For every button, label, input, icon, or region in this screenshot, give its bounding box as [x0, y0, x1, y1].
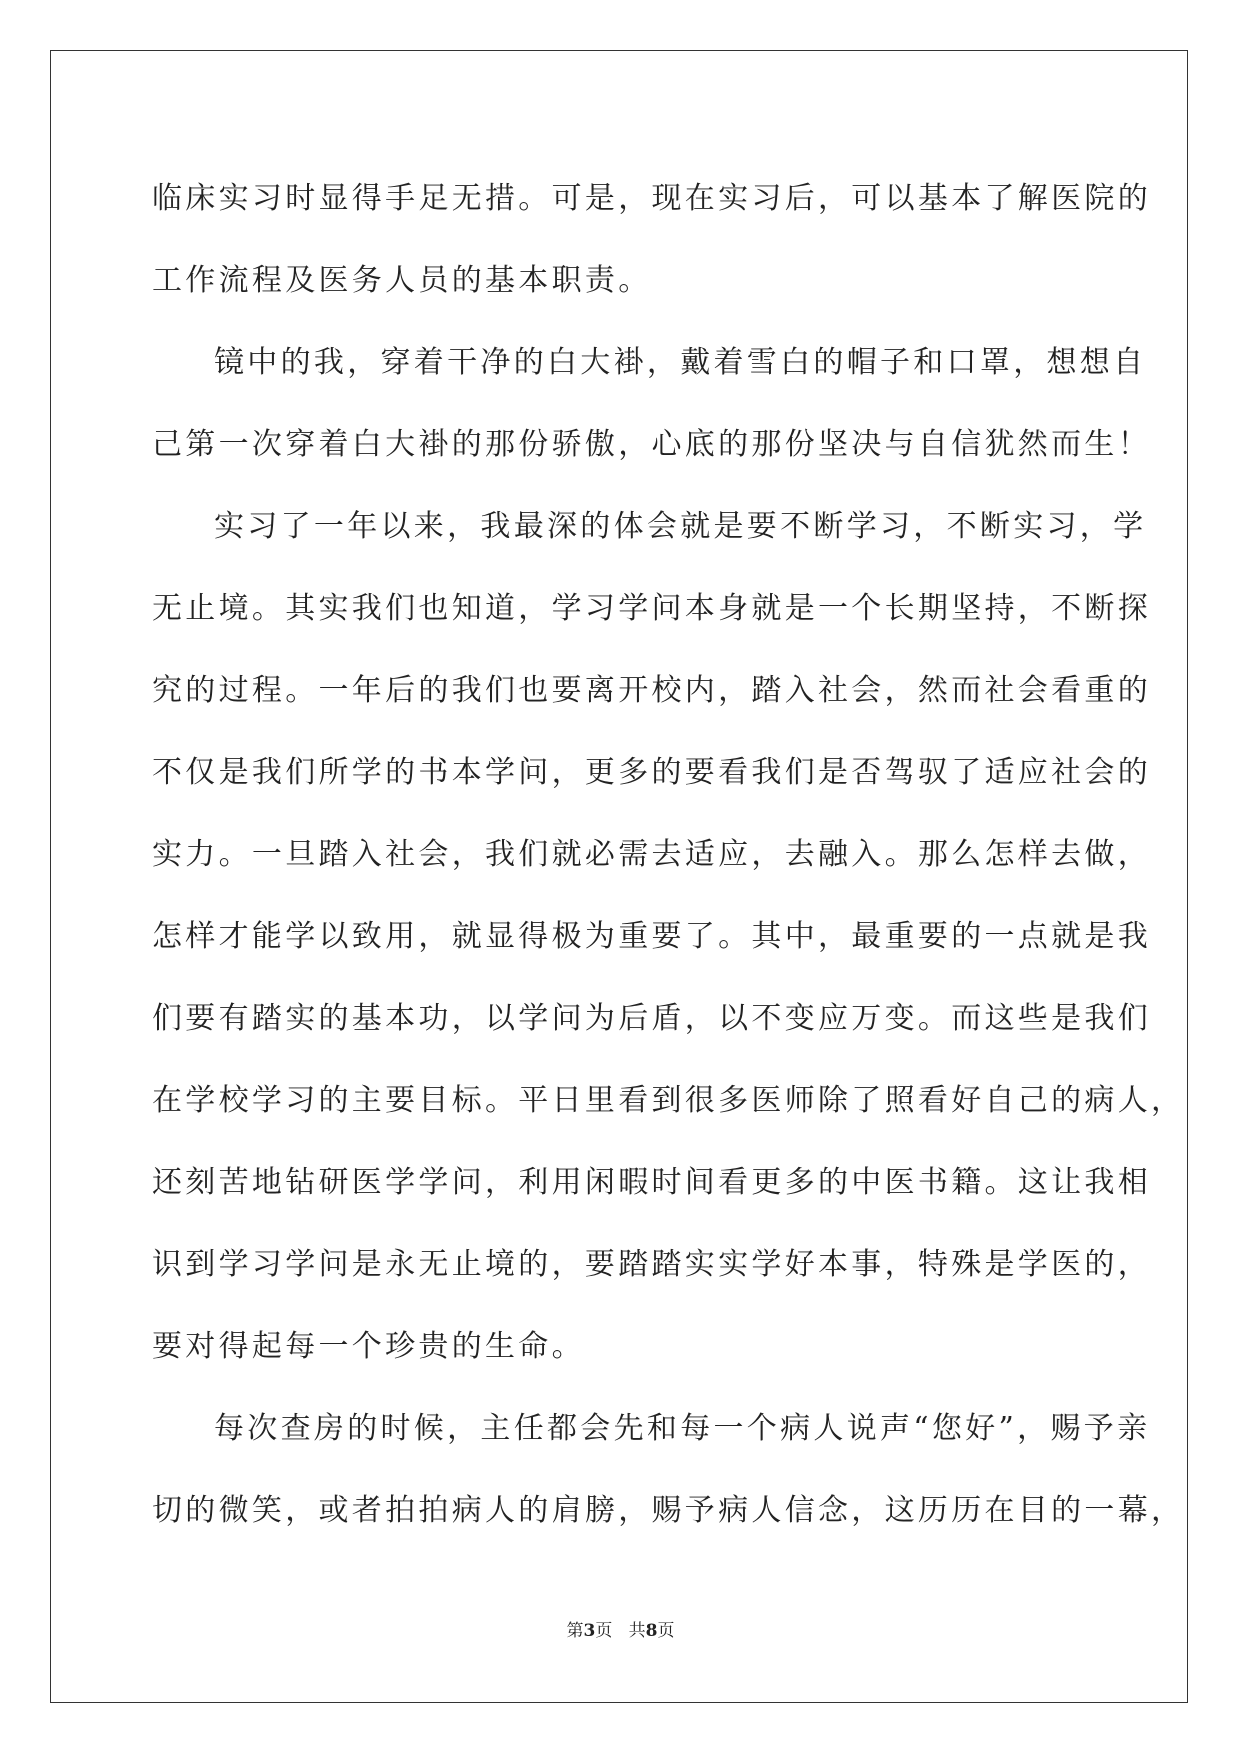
text-line: 怎样才能学以致用，就显得极为重要了。其中，最重要的一点就是我	[152, 919, 1151, 954]
total-pages-number: 8	[645, 1621, 658, 1641]
text-line: 临床实习时显得手足无措。可是，现在实习后，可以基本了解医院的	[152, 181, 1151, 216]
footer-page-suffix: 页	[595, 1621, 613, 1641]
text-line: 无止境。其实我们也知道，学习学问本身就是一个长期坚持，不断探	[152, 591, 1151, 626]
text-line: 己第一次穿着白大褂的那份骄傲，心底的那份坚决与自信犹然而生！	[152, 427, 1151, 462]
text-line: 在学校学习的主要目标。平日里看到很多医师除了照看好自己的病人，	[152, 1083, 1185, 1118]
text-line: 不仅是我们所学的书本学问，更多的要看我们是否驾驭了适应社会的	[152, 755, 1151, 790]
text-line: 实力。一旦踏入社会，我们就必需去适应，去融入。那么怎样去做，	[152, 837, 1151, 872]
text-line: 切的微笑，或者拍拍病人的肩膀，赐予病人信念，这历历在目的一幕，	[152, 1493, 1185, 1528]
text-line: 们要有踏实的基本功，以学问为后盾，以不变应万变。而这些是我们	[152, 1001, 1151, 1036]
text-line: 镜中的我，穿着干净的白大褂，戴着雪白的帽子和口罩，想想自	[214, 345, 1147, 380]
footer-prefix: 第	[566, 1621, 584, 1641]
footer-total-suffix: 页	[657, 1621, 675, 1641]
text-line: 实习了一年以来，我最深的体会就是要不断学习，不断实习，学	[214, 509, 1147, 544]
page-footer	[0, 1616, 1241, 1641]
document-body	[152, 158, 1185, 1552]
footer-total-prefix: 共	[628, 1621, 646, 1641]
current-page-number: 3	[583, 1621, 596, 1641]
text-line: 识到学习学问是永无止境的，要踏踏实实学好本事，特殊是学医的，	[152, 1247, 1151, 1282]
text-line: 还刻苦地钻研医学学问，利用闲暇时间看更多的中医书籍。这让我相	[152, 1165, 1151, 1200]
text-line: 要对得起每一个珍贵的生命。	[152, 1329, 585, 1364]
text-line: 工作流程及医务人员的基本职责。	[152, 263, 652, 298]
text-line: 每次查房的时候，主任都会先和每一个病人说声“您好”，赐予亲	[214, 1411, 1151, 1446]
text-line: 究的过程。一年后的我们也要离开校内，踏入社会，然而社会看重的	[152, 673, 1151, 708]
